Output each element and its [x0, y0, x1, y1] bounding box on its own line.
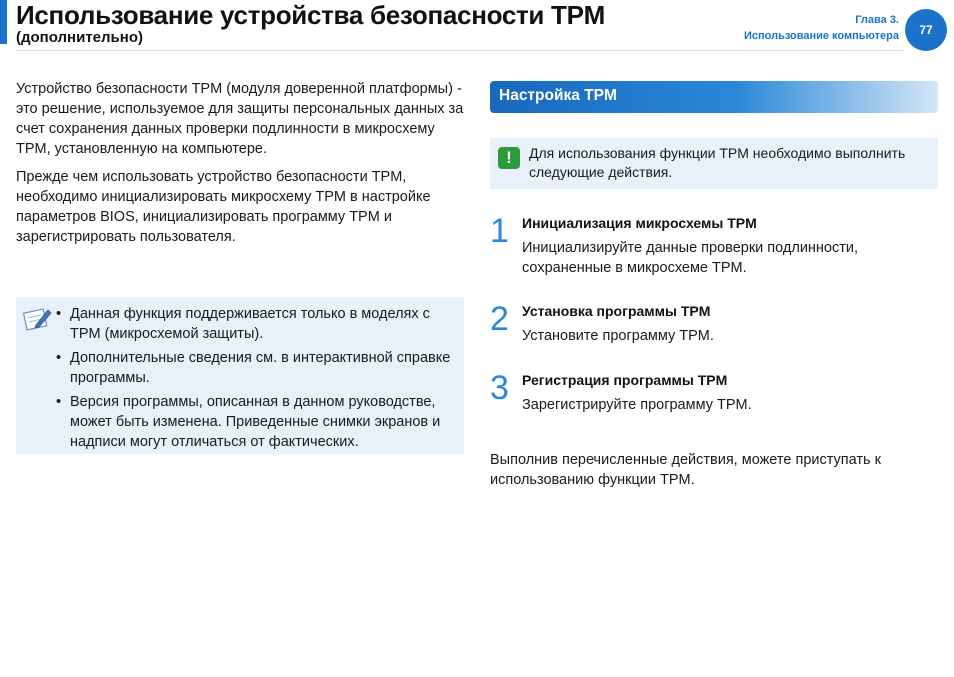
- step-title: Установка программы TPM: [522, 303, 711, 319]
- step-number: 2: [490, 300, 509, 338]
- intro-paragraph: Прежде чем использовать устройство безопасности TPM, необходимо инициализировать микросхему TPM в настройке параметров BIOS, инициализировать программу TPM и зарегистрировать пользователя.: [16, 169, 431, 245]
- note-list: [56, 304, 456, 456]
- note-box: [16, 297, 464, 454]
- list-item: • Дополнительные сведения см. в интерактивной справке программы.: [56, 350, 451, 386]
- pencil-note-icon: [22, 305, 52, 333]
- exclamation-icon: !: [498, 147, 520, 169]
- step-number: 1: [490, 212, 509, 250]
- note-item-text: Версия программы, описанная в данном руководстве, может быть изменена. Приведенные снимки экранов и надписи могут отличаться от фактических.: [70, 394, 441, 450]
- page-number-badge: 77: [905, 9, 947, 51]
- step-title: Инициализация микросхемы TPM: [522, 215, 757, 231]
- step-title: Регистрация программы TPM: [522, 372, 728, 388]
- section-title: Настройка TPM: [499, 87, 617, 104]
- note-item-text: Дополнительные сведения см. в интерактивной справке программы.: [70, 350, 451, 386]
- step-description: Установите программу TPM.: [522, 328, 714, 344]
- page-subtitle: (дополнительно): [16, 29, 143, 46]
- chapter-number: Глава 3.: [855, 14, 899, 26]
- header-divider: [16, 50, 905, 51]
- warning-box: [490, 138, 938, 189]
- intro-paragraph: Устройство безопасности TPM (модуля доверенной платформы) - это решение, используемое для защиты персональных данных за счет сохранения данных проверки подлинности в микросхему TPM, установленную на компьютере.: [16, 81, 464, 157]
- header-accent-bar: [0, 0, 7, 44]
- list-item: • Данная функция поддерживается только в моделях с TPM (микросхемой защиты).: [56, 306, 430, 342]
- step-number: 3: [490, 369, 509, 407]
- page-title: Использование устройства безопасности TPM: [16, 0, 606, 30]
- warning-text: Для использования функции TPM необходимо выполнить следующие действия.: [529, 145, 906, 180]
- chapter-label: [744, 12, 899, 44]
- section-header: [490, 81, 938, 113]
- note-item-text: Данная функция поддерживается только в моделях с TPM (микросхемой защиты).: [70, 306, 430, 342]
- step-description: Зарегистрируйте программу TPM.: [522, 397, 752, 413]
- closing-paragraph: Выполнив перечисленные действия, можете приступать к использованию функции TPM.: [490, 452, 881, 488]
- list-item: • Версия программы, описанная в данном руководстве, может быть изменена. Приведенные снимки экранов и надписи могут отличаться от фактических.: [56, 394, 441, 450]
- intro-column: [16, 79, 464, 255]
- chapter-name: Использование компьютера: [743, 30, 899, 42]
- step-description: Инициализируйте данные проверки подлинности, сохраненные в микросхеме TPM.: [522, 240, 859, 276]
